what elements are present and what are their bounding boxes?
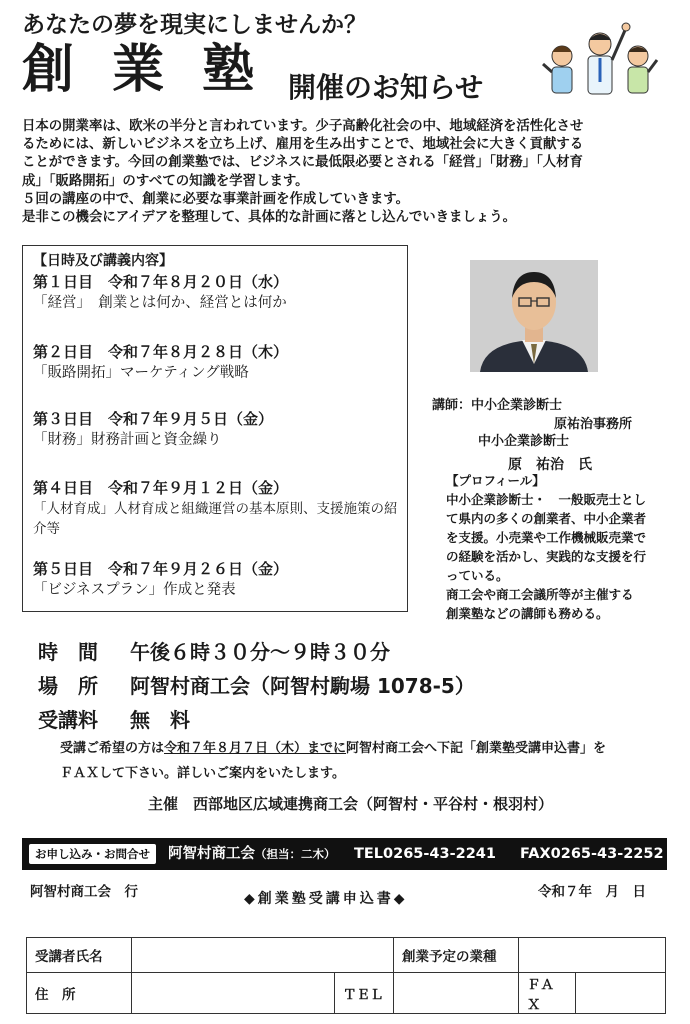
name-label: 受講者氏名 xyxy=(27,938,132,973)
info-place-label: 場 所 xyxy=(38,674,98,698)
page-title: 創 業 塾 xyxy=(22,40,265,100)
name-field[interactable] xyxy=(132,938,394,973)
schedule-day-date: 第１日目 令和７年８月２０日（水） xyxy=(33,273,289,291)
tel-label: ＴＥＬ xyxy=(335,973,394,1014)
schedule-day xyxy=(33,342,403,383)
schedule-day-date: 第２日目 令和７年８月２８日（木） xyxy=(33,343,289,361)
intro-line: ５回の講座の中で、創業に必要な事業計画を作成していきます。 xyxy=(22,191,409,207)
lecturer-title: 講師：中小企業診断士 xyxy=(432,398,563,413)
info-time-value: 午後６時３０分～９時３０分 xyxy=(130,640,390,664)
schedule-day-content: 「販路開拓」マーケティング戦略 xyxy=(33,365,249,381)
schedule-day-date: 第５日目 令和７年９月２６日（金） xyxy=(33,560,289,578)
application-form-table xyxy=(26,937,666,1014)
contact-fax[interactable]: FAX0265-43-2252 xyxy=(520,846,664,862)
profile-line: 中小企業診断士・ 一般販売士とし xyxy=(446,492,647,507)
contact-pill: お申し込み・お問合せ xyxy=(29,844,156,864)
form-recipient: 阿智村商工会 行 xyxy=(30,884,138,900)
note-line: ＦＡＸして下さい。詳しいご案内をいたします。 xyxy=(60,766,345,781)
tel-field[interactable] xyxy=(394,973,519,1014)
intro-line: 成」「販路開拓」のすべての知識を学習します。 xyxy=(22,173,309,189)
schedule-day xyxy=(33,559,403,600)
headline: あなたの夢を現実にしませんか？ xyxy=(22,12,367,38)
profile-line: 創業塾などの講師も務める。 xyxy=(446,606,609,621)
schedule-day-date: 第３日目 令和７年９月５日（金） xyxy=(33,410,274,428)
schedule-day-date: 第４日目 令和７年９月１２日（金） xyxy=(33,479,289,497)
schedule-day xyxy=(33,409,403,450)
info-place xyxy=(38,670,475,699)
schedule-heading: 【日時及び講義内容】 xyxy=(33,253,173,269)
schedule-box xyxy=(22,245,408,612)
intro-line: 是非この機会にアイデアを整理して、具体的な計画に落とし込んでいきましょう。 xyxy=(22,210,516,226)
page-subtitle: 開催のお知らせ xyxy=(288,71,484,104)
intro-line: 日本の開業率は、欧米の半分と言われています。少子高齢化社会の中、地域経済を活性化させ xyxy=(22,119,584,134)
profile-line: の経験を活かし、実践的な支援を行 xyxy=(446,549,647,564)
schedule-day xyxy=(33,478,403,539)
intro-line: るためには、新しいビジネスを立ち上げ、雇用を生み出すことで、地域社会に大きく貢献する xyxy=(22,137,584,153)
address-field[interactable] xyxy=(132,973,335,1014)
fax-field[interactable] xyxy=(576,973,666,1014)
info-place-value: 阿智村商工会（阿智村駒場 1078-5） xyxy=(130,674,475,698)
note-deadline: 令和７年８月７日（木）までに xyxy=(164,741,347,756)
schedule-day xyxy=(33,272,403,313)
lecturer-name: 原 祐治 氏 xyxy=(508,457,592,473)
fax-label: ＦＡＸ xyxy=(519,973,576,1014)
form-date: 令和７年 月 日 xyxy=(538,884,646,900)
profile-line: を支援。小売業や工作機械販売業で xyxy=(446,530,647,545)
address-label: 住 所 xyxy=(27,973,132,1014)
schedule-day-content: 「ビジネスプラン」作成と発表 xyxy=(33,582,236,598)
profile-heading: 【プロフィール】 xyxy=(446,473,545,488)
sponsor: 主催 西部地区広域連携商工会（阿智村・平谷村・根羽村） xyxy=(148,795,554,813)
info-time xyxy=(38,636,390,665)
intro-line: ことができます。今回の創業塾では、ビジネスに最低限必要とされる「経営」「財務」「人材育 xyxy=(22,155,583,171)
business-label: 創業予定の業種 xyxy=(394,938,519,973)
schedule-day-content: 「人材育成」人材育成と組織運営の基本原則、支援施策の紹介等 xyxy=(33,501,398,537)
contact-tel[interactable]: TEL0265-43-2241 xyxy=(354,846,496,862)
info-time-label: 時 間 xyxy=(38,640,98,664)
business-field[interactable] xyxy=(519,938,666,973)
contact-person: （担当：二木） xyxy=(255,847,336,861)
table-row xyxy=(27,938,666,973)
lecturer-portrait-icon xyxy=(470,260,598,372)
contact-bar xyxy=(22,838,667,870)
info-fee-value: 無 料 xyxy=(130,708,190,732)
table-row xyxy=(27,973,666,1014)
info-fee-label: 受講料 xyxy=(38,708,98,732)
note-text: 受講ご希望の方は xyxy=(60,741,165,756)
lecturer-qualification: 中小企業診断士 xyxy=(478,434,570,449)
form-title: ◆創業塾受講申込書◆ xyxy=(244,891,408,907)
lecturer-office: 原祐治事務所 xyxy=(554,417,633,432)
cheering-people-illustration xyxy=(540,22,660,102)
info-fee xyxy=(38,704,190,733)
profile-line: っている。 xyxy=(446,568,509,583)
schedule-day-content: 「経営」 創業とは何か、経営とは何か xyxy=(33,295,287,311)
note-text: 阿智村商工会へ下記「創業塾受講申込書」を xyxy=(346,741,607,756)
contact-org-name: 阿智村商工会 xyxy=(168,846,255,862)
intro-text xyxy=(22,118,662,227)
contact-org xyxy=(168,844,336,864)
lecturer-photo xyxy=(470,260,598,372)
application-note xyxy=(60,736,680,786)
profile-line: て県内の多くの創業者、中小企業者 xyxy=(446,511,647,526)
lecturer-profile xyxy=(446,471,676,623)
schedule-day-content: 「財務」財務計画と資金繰り xyxy=(33,432,222,448)
profile-line: 商工会や商工会議所等が主催する xyxy=(446,587,634,602)
